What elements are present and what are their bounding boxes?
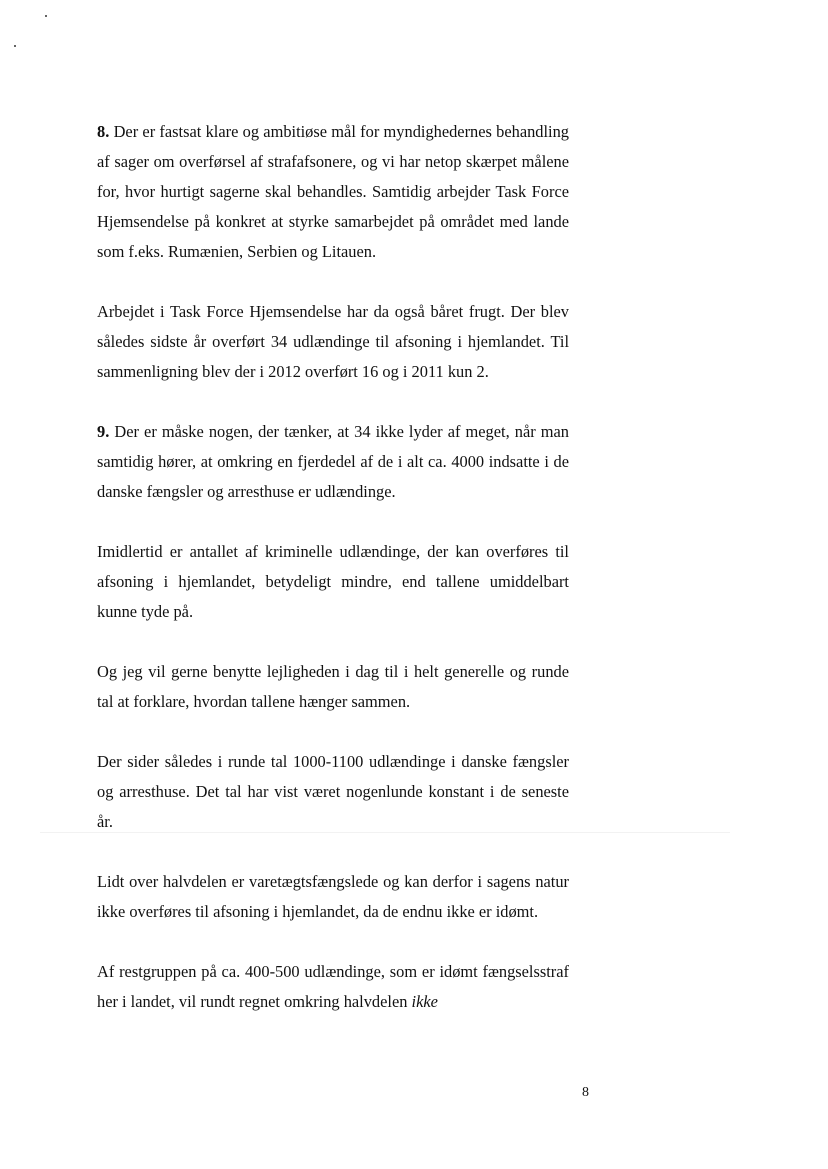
paragraph-8 xyxy=(97,117,569,267)
paragraph-lejligheden xyxy=(97,657,569,717)
scan-speck xyxy=(45,15,47,17)
paragraph-text: Der er måske nogen, der tænker, at 34 ikke lyder af meget, når man samtidig hører, at omkring en fjerdedel af de i alt ca. 4000 indsatte i de danske fængsler og arresthuse er udlændinge. xyxy=(97,422,569,501)
paragraph-text: Og jeg vil gerne benytte lejligheden i dag til i helt generelle og runde tal at forklare, hvordan tallene hænger sammen. xyxy=(97,662,569,711)
emphasis-text: ikke xyxy=(411,992,438,1011)
paragraph-text: Arbejdet i Task Force Hjemsendelse har da også båret frugt. Der blev således sidste år overført 34 udlændinge til afsoning i hjemlandet. Til sammenligning blev der i 2012 overført 16 og i 2011 kun 2. xyxy=(97,302,569,381)
scan-artifact-line xyxy=(40,832,730,833)
paragraph-halvdelen xyxy=(97,867,569,927)
paragraph-text: Der er fastsat klare og ambitiøse mål for myndighedernes behandling af sager om overførsel af strafafsonere, og vi har netop skærpet målene for, hvor hurtigt sagerne skal behandles. Samtidig arbejder Task Force Hjemsendelse på konkret at styrke samarbejdet på området med lande som f.eks. Rumænien, Serbien og Litauen. xyxy=(97,122,569,261)
paragraph-number: 9. xyxy=(97,422,110,441)
paragraph-text: Imidlertid er antallet af kriminelle udlændinge, der kan overføres til afsoning i hjemlandet, betydeligt mindre, end tallene umiddelbart kunne tyde på. xyxy=(97,542,569,621)
paragraph-text: Der sider således i runde tal 1000-1100 udlændinge i danske fængsler og arresthuse. Det tal har vist været nogenlunde konstant i de seneste år. xyxy=(97,752,569,831)
paragraph-restgruppen xyxy=(97,957,569,1017)
paragraph-task-force xyxy=(97,297,569,387)
paragraph-text: Lidt over halvdelen er varetægtsfængslede og kan derfor i sagens natur ikke overføres til afsoning i hjemlandet, da de endnu ikke er idømt. xyxy=(97,872,569,921)
document-body xyxy=(97,117,569,1047)
scan-speck xyxy=(14,45,16,47)
page-number: 8 xyxy=(582,1085,589,1100)
paragraph-runde-tal xyxy=(97,747,569,837)
paragraph-antallet xyxy=(97,537,569,627)
paragraph-number: 8. xyxy=(97,122,110,141)
paragraph-text: Af restgruppen på ca. 400-500 udlændinge, som er idømt fængselsstraf her i landet, vil rundt regnet omkring halvdelen xyxy=(97,962,569,1011)
paragraph-9 xyxy=(97,417,569,507)
